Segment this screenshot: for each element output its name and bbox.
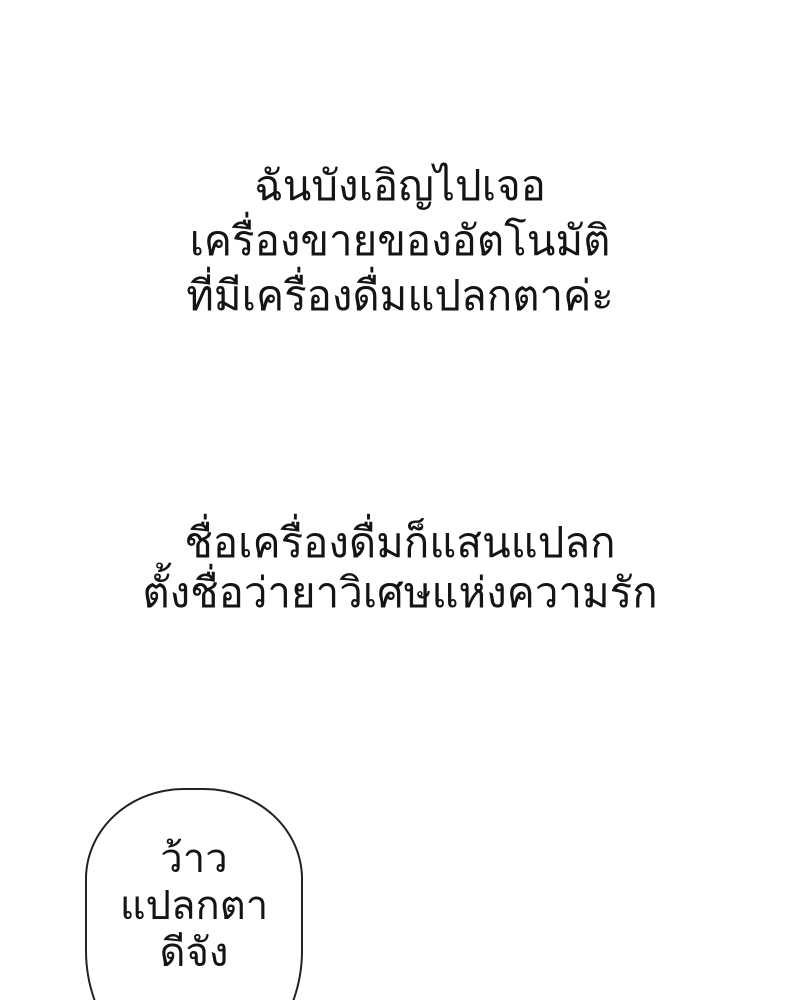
speech-bubble-line-2: แปลกตา: [119, 884, 269, 928]
speech-bubble-line-3: ดีจัง: [159, 931, 229, 975]
speech-bubble-text: [87, 790, 301, 977]
narration-block-middle: [0, 518, 800, 618]
narration-middle-line-2: ตั้งชื่อว่ายาวิเศษแห่งความรัก: [142, 569, 658, 616]
narration-block-top: [0, 158, 800, 323]
narration-top-line-3: ที่มีเครื่องดื่มแปลกตาค่ะ: [186, 272, 614, 319]
speech-bubble-line-1: ว้าว: [160, 837, 228, 881]
narration-top-line-1: ฉันบังเอิญไปเจอ: [254, 162, 546, 209]
narration-top-line-2: เครื่องขายของอัตโนมัติ: [189, 217, 611, 264]
speech-bubble: [85, 788, 303, 1000]
narration-middle-line-1: ชื่อเครื่องดื่มก็แสนแปลก: [184, 519, 616, 566]
